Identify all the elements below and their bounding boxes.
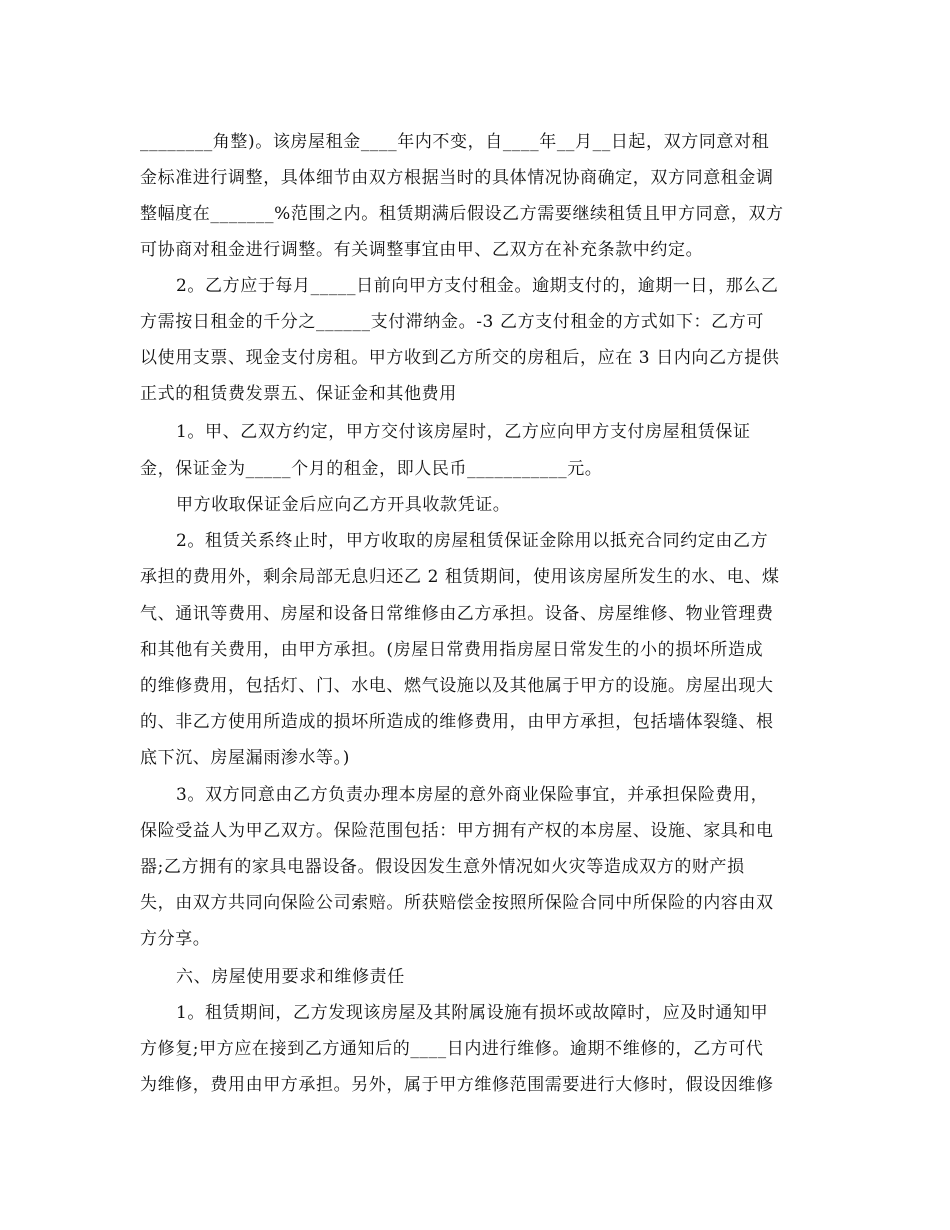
text-line: 1。甲、乙双方约定，甲方交付该房屋时，乙方应向甲方支付房屋租赁保证 xyxy=(176,422,751,442)
text-line: 以使用支票、现金支付房租。甲方收到乙方所交的房租后，应在 3 日内向乙方提供 xyxy=(140,348,780,368)
text-line: 3。双方同意由乙方负责办理本房屋的意外商业保险事宜，并承担保险费用， xyxy=(176,785,769,805)
text-line: 2。租赁关系终止时，甲方收取的房屋租赁保证金除用以抵充合同约定由乙方 xyxy=(176,531,769,551)
text-line: 保险受益人为甲乙双方。保险范围包括：甲方拥有产权的本房屋、设施、家具和电 xyxy=(140,821,774,841)
text-line: 正式的租赁费发票五、保证金和其他费用 xyxy=(140,384,457,404)
text-line: 金标准进行调整，具体细节由双方根据当时的具体情况协商确定，双方同意租金调 xyxy=(140,168,774,188)
text-line: 气、通讯等费用、房屋和设备日常维修由乙方承担。设备、房屋维修、物业管理费 xyxy=(140,604,774,624)
text-line: 甲方收取保证金后应向乙方开具收款凭证。 xyxy=(176,495,511,515)
text-line: 1。租赁期间，乙方发现该房屋及其附属设施有损坏或故障时，应及时通知甲 xyxy=(176,1003,769,1023)
text-line: 为维修，费用由甲方承担。另外，属于甲方维修范围需要进行大修时，假设因维修 xyxy=(140,1075,774,1095)
text-line: 的、非乙方使用所造成的损坏所造成的维修费用，由甲方承担，包括墙体裂缝、根 xyxy=(140,712,774,732)
text-line: 底下沉、房屋漏雨渗水等。) xyxy=(140,748,350,768)
text-line: 承担的费用外，剩余局部无息归还乙 2 租赁期间，使用该房屋所发生的水、电、煤 xyxy=(140,567,780,587)
text-line: 和其他有关费用，由甲方承担。(房屋日常费用指房屋日常发生的小的损坏所造成 xyxy=(140,640,764,660)
text-line: 失，由双方共同向保险公司索赔。所获赔偿金按照所保险合同中所保险的内容由双 xyxy=(140,893,774,913)
text-line: 的维修费用，包括灯、门、水电、燃气设施以及其他属于甲方的设施。房屋出现大 xyxy=(140,676,774,696)
text-line: 金，保证金为_____个月的租金，即人民币___________元。 xyxy=(140,459,603,479)
text-line: ________角整)。该房屋租金____年内不变，自____年__月__日起，双方同意对租 xyxy=(140,132,770,152)
section-heading: 六、房屋使用要求和维修责任 xyxy=(176,967,405,987)
text-line: 可协商对租金进行调整。有关调整事宜由甲、乙双方在补充条款中约定。 xyxy=(140,240,704,260)
text-line: 方修复;甲方应在接到乙方通知后的____日内进行维修。逾期不维修的，乙方可代 xyxy=(140,1039,764,1059)
text-line: 方分享。 xyxy=(140,929,211,949)
text-line: 整幅度在_______%范围之内。租赁期满后假设乙方需要继续租赁且甲方同意，双方 xyxy=(140,204,784,224)
text-line: 器;乙方拥有的家具电器设备。假设因发生意外情况如火灾等造成双方的财产损 xyxy=(140,857,745,877)
text-line: 2。乙方应于每月_____日前向甲方支付租金。逾期支付的，逾期一日，那么乙 xyxy=(176,276,779,296)
text-line: 方需按日租金的千分之______支付滞纳金。-3 乙方支付租金的方式如下：乙方可 xyxy=(140,312,764,332)
